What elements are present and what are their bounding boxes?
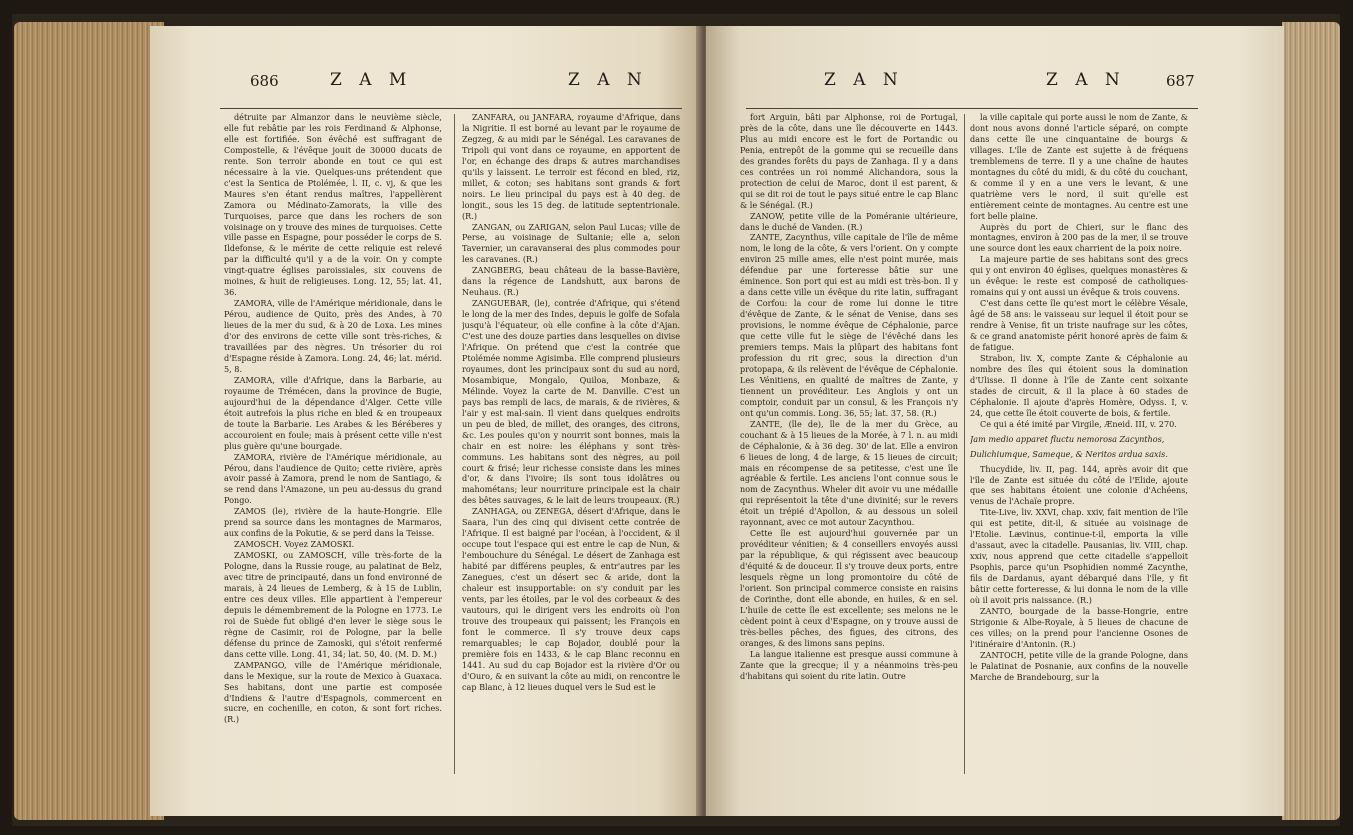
- entry-paragraph: détruite par Almanzor dans le neuvième siècle, elle fut rebâtie par les rois Ferdinand & Alphonse, elle est fortifiée. Son évêché est suffragant de Compostelle, & l'évêque jouit de 30000 ducats de rente. Son terroir abonde en tout ce qui est nécessaire à la vie. Quelques-uns prétendent que c'est la Sentica de Ptolémée, l. II, c. vj, & que les Maures s'en étant rendus maîtres, l'appellèrent Zamora ou Médinato-Zamorats, la ville des Turquoises, parce que dans les rochers de son voisinage on y trouve des mines de turquoises. Cette ville passe en Espagne, pour posséder le corps de S. Ildefonse, & le mérite de cette reliquie est relevé par la difficulté qu'il y a de la voir. On y compte vingt-quatre églises paroissiales, six couvens de moines, & huit de religieuses. Long. 12, 55; lat. 41, 36.: [224, 112, 442, 298]
- entry-paragraph: ZANOW, petite ville de la Poméranie ultérieure, dans le duché de Vanden. (R.): [740, 210, 958, 232]
- left-page: [150, 26, 702, 816]
- left-page-column-1: [224, 112, 442, 782]
- entry-paragraph: ZAMOSKI, ou ZAMOSCH, ville très-forte de la Pologne, dans la Russie rouge, au palatinat de Belz, avec titre de principauté, dans un fond environné de marais, à 24 lieues de Lemberg, & à 15 de Lublin, entre ces deux villes. Elle appartient à l'empereur depuis le démembrement de la Pologne en 1773. Le roi de Suède fut obligé d'en lever le siège sous le règne de Casimir, roi de Pologne, par la belle défense du prince de Zamoski, qui s'étoit renfermé dans cette ville. Long. 41, 34; lat. 50, 40. (M. D. M.): [224, 550, 442, 659]
- entry-paragraph: ZANTE, (île de), île de la mer du Grèce, au couchant & à 15 lieues de la Morée, à 7 l. n. au midi de Céphalonie, & à 36 deg. 30' de lat. Elle a environ 6 lieues de long, 4 de large, & 15 lieues de circuit; mais en récompense de sa petitesse, c'est une île agréable & fertile. Les anciens l'ont connue sous le nom de Zacynthus. Wheler dit avoir vu une médaille qui représentoit la tête d'une divinité; sur le revers étoit un trépié d'Apollon, & au dessous un soleil rayonnant, avec ce mot autour Zacynthou.: [740, 418, 958, 528]
- right-page-column-2: [970, 112, 1188, 782]
- left-page-column-2: [462, 112, 680, 782]
- running-head-right-1: Z A N: [824, 70, 904, 90]
- entry-paragraph: C'est dans cette île qu'est mort le célèbre Vésale, âgé de 58 ans: le vaisseau sur lequel il étoit pour se rendre à Venise, fit un triste naufrage sur les côtes, & ce grand anatomiste périt honoré après de faim & de fatigue.: [970, 298, 1188, 353]
- header-rule-right: [746, 108, 1198, 109]
- verse-quote: Dulichiumque, Sameque, & Neritos ardua saxis.: [970, 448, 1168, 459]
- right-page-column-1: [740, 112, 958, 782]
- column-divider-left: [454, 114, 455, 774]
- entry-paragraph: ZAMOS (le), rivière de la haute-Hongrie. Elle prend sa source dans les montagnes de Marmaros, aux confins de la Pokutie, & se perd dans la Teisse.: [224, 506, 442, 539]
- entry-paragraph: ZAMORA, ville de l'Amérique méridionale, dans le Pérou, audience de Quito, près des Andes, à 70 lieues de la mer du sud, & à 20 de Loxa. Les mines d'or des environs de cette ville sont très-riches, & travaillées par des nègres. Un trésorier du roi d'Espagne réside à Zamora. Long. 24, 46; lat. mérid. 5, 8.: [224, 298, 442, 374]
- entry-paragraph: La langue italienne est presque aussi commune à Zante que la grecque; il y a néanmoins très-peu d'habitans qui soient du rite latin. Outre: [740, 648, 958, 681]
- entry-paragraph: ZANGUEBAR, (le), contrée d'Afrique, qui s'étend le long de la mer des Indes, depuis le golfe de Sofala jusqu'à l'équateur, où elle confine à la côte d'Ajan. C'est une des douze parties dans lesquelles on divise l'Afrique. On prétend que c'est la contrée que Ptolémée nomme Agisimba. Elle comprend plusieurs royaumes, dont les principaux sont du sud au nord, Mosambique, Mongalo, Quiloa, Monbaze, & Mélinde. Voyez la carte de M. Danville. C'est un pays bas rempli de lacs, de marais, & de rivières, & l'air y est mal-sain. Il vient dans quelques endroits un peu de bled, de millet, des oranges, des citrons, &c. Les poules qu'on y nourrit sont bonnes, mais la chair en est noire: les éléphans y sont très-communs. Les habitans sont des nègres, au poil court & frisé; leur richesse consiste dans les mines d'or, & dans l'ivoire; ils sont tous idolâtres ou mahométans; leur nourriture principale est la chair des bêtes sauvages, & le lait de leurs troupeaux. (R.): [462, 298, 680, 506]
- entry-paragraph: ZANGAN, ou ZARIGAN, selon Paul Lucas; ville de Perse, au voisinage de Sultanie; elle a, selon Tavernier, un caravanserai des plus commodes pour les caravanes. (R.): [462, 221, 680, 265]
- entry-paragraph: Strabon, liv. X, compte Zante & Céphalonie au nombre des îles qui étoient sous la domination d'Ulisse. Il donne à l'île de Zante cent soixante stades de circuit, & il la place à 60 stades de Céphalonie. Il ajoute d'après Homère, Odyss. I, v. 24, que cette île étoit couverte de bois, & fertile.: [970, 352, 1188, 418]
- entry-paragraph: La majeure partie de ses habitans sont des grecs qui y ont environ 40 églises, quelques monastères & un évêque: le reste est composé de catholiques-romains qui y ont aussi un évêque & trois couvens.: [970, 254, 1188, 298]
- entry-paragraph: ZAMORA, ville d'Afrique, dans la Barbarie, au royaume de Trémécen, dans la province de Bugie, aujourd'hui de la dépendance d'Alger. Cette ville étoit autrefois la plus riche en bled & en troupeaux de toute la Barbarie. Les Arabes & les Béréberes y accouroient en foule; mais à présent cette ville n'est plus guère qu'une bourgade.: [224, 374, 442, 451]
- entry-paragraph: ZANGBERG, beau château de la basse-Bavière, dans la régence de Landshutt, aux barons de Neuhaus. (R.): [462, 265, 680, 298]
- entry-paragraph: ZANTO, bourgade de la basse-Hongrie, entre Strigonie & Albe-Royale, à 5 lieues de chacune de ces villes; on la prend pour l'ancienne Osones de l'itinéraire d'Antonin. (R.): [970, 605, 1188, 649]
- entry-paragraph: Cette île est aujourd'hui gouvernée par un provéditeur vénitien; & 4 conseillers envoyés aussi par la république, & qui régissent avec beaucoup d'équité & de douceur. Il s'y trouve deux ports, entre lesquels règne un long promontoire du côté de l'orient. Son principal commerce consiste en raisins de Corinthe, dont elle abonde, en huiles, & en sel. L'huile de cette île est excellente; ses melons ne le cèdent point à ceux d'Espagne, on y trouve aussi de très-belles pêches, des figues, des citrons, des oranges, & des limons sans pepins.: [740, 528, 958, 648]
- entry-paragraph: ZAMOSCH. Voyez ZAMOSKI.: [234, 539, 355, 550]
- running-head-right-2: Z A N: [1046, 70, 1126, 90]
- right-page-edges: [1282, 22, 1340, 820]
- page-number-left: 686: [250, 72, 279, 90]
- verse-quote: Jam medio apparet fluctu nemorosa Zacynthos,: [970, 433, 1165, 444]
- page-number-right: 687: [1166, 72, 1195, 90]
- entry-paragraph: Thucydide, liv. II, pag. 144, après avoir dit que l'île de Zante est située du côté de l'Elide, ajoute que ses habitans étoient une colonie d'Achéens, venus de l'Achaïe propre.: [970, 463, 1188, 507]
- entry-paragraph: Ce qui a été imité par Virgile, Æneid. III, v. 270.: [980, 418, 1177, 429]
- entry-paragraph: Auprès du port de Chieri, sur le flanc des montagnes, environ à 200 pas de la mer, il se trouve une source dont les eaux charrient de la poix noire.: [970, 221, 1188, 254]
- entry-paragraph: ZANTE, Zacynthus, ville capitale de l'île de même nom, le long de la côte, & vers l'orient. On y compte environ 25 mille ames, elle n'est point murée, mais défendue par une forteresse bâtie sur une éminence. Son port qui est au midi est très-bon. Il y a dans cette ville un évêque du rite latin, suffragant de Corfou: la cour de rome lui donne le titre d'évêque de Zante, & le sénat de Venise, dans ses provisions, le nomme évêque de Céphalonie, parce que cette ville fut le siège de l'évêché dans les premiers temps. Mais la plûpart des habitans font profession du rit grec, sous la direction d'un protopapa, & ils relèvent de l'évêque de Céphalonie. Les Vénitiens, en qualité de maîtres de Zante, y tiennent un provéditeur. Les Anglois y ont un comptoir, conduit par un consul, & les François n'y ont qu'un commis. Long. 36, 55; lat. 37, 58. (R.): [740, 232, 958, 418]
- entry-paragraph: ZANHAGA, ou ZENEGA, désert d'Afrique, dans le Saara, l'un des cinq qui divisent cette contrée de l'Afrique. Il est baigné par l'océan, à l'occident, & il occupe tout l'espace qui est entre le cap de Nun, & l'embouchure du Sénégal. Le désert de Zanhaga est habité par différens peuples, & entr'autres par les Zanegues, c'est un désert sec & aride, dont la chaleur est insupportable: on s'y conduit par les vents, par les étoiles, par le vol des corbeaux & des vautours, qui le dirigent vers les endroits où l'on trouve des troupeaux qui paissent; les François en font le commerce. Il s'y trouve deux caps remarquables; le cap Bojador, doublé pour la première fois en 1433, & le cap Blanc reconnu en 1441. Au sud du cap Bojador est la rivière d'Or ou d'Ouro, & en suivant la côte au midi, on rencontre le cap Blanc, à 12 lieues duquel vers le Sud est le: [462, 506, 680, 692]
- entry-paragraph: Tite-Live, liv. XXVI, chap. xxiv, fait mention de l'île qui est petite, dit-il, & située au voisinage de l'Etolie. Lævinus, continue-t-il, emporta la ville d'assaut, avec la citadelle. Pausanias, liv. VIII, chap. xxiv, nous apprend que cette citadelle s'appelloit Psophis, parce qu'un Psophidien nommé Zacynthe, fils de Dardanus, ayant débarqué dans l'île, y fit bâtir cette forteresse, & lui donna le nom de la ville où il avoit pris naissance. (R.): [970, 507, 1188, 605]
- entry-paragraph: ZAMPANGO, ville de l'Amérique méridionale, dans le Mexique, sur la route de Mexico à Guaxaca. Ses habitans, dont une partie est composée d'Indiens & l'autre d'Espagnols, commercent en sucre, en cochenille, en coton, & sont fort riches. (R.): [224, 659, 442, 725]
- column-divider-right: [964, 114, 965, 774]
- entry-paragraph: la ville capitale qui porte aussi le nom de Zante, & dont nous avons donné l'article séparé, on compte dans cette île une cinquantaine de bourgs & villages. L'île de Zante est sujette à de fréquens tremblemens de terre. Il y a une chaîne de hautes montagnes du côté du midi, & du côté du couchant, & comme il y en a une vers le levant, & une quatrième vers le nord, il suit qu'elle est entièrement ceinte de montagnes. Au centre est une fort belle plaine.: [970, 112, 1188, 221]
- entry-paragraph: ZANTOCH, petite ville de la grande Pologne, dans le Palatinat de Posnanie, aux confins de la nouvelle Marche de Brandebourg, sur la: [970, 649, 1188, 682]
- running-head-left-2: Z A N: [568, 70, 648, 90]
- right-page: [706, 26, 1284, 816]
- left-page-edges: [14, 22, 164, 820]
- entry-paragraph: fort Arguin, bâti par Alphonse, roi de Portugal, près de la côte, dans une île découverte en 1443. Plus au midi encore est le fort de Portandic ou Penia, entrepôt de la gomme qui se recueille dans des grandes forêts du pays de Zanhaga. Il y a dans ces contrées un roi nommé Alichandora, sous la protection de celui de Maroc, dont il est parent, & qui se dit roi de tout le pays situé entre le cap Blanc & le Sénégal. (R.): [740, 112, 958, 210]
- entry-paragraph: ZANFARA, ou JANFARA, royaume d'Afrique, dans la Nigritie. Il est borné au levant par le royaume de Zegzeg, & au midi par le Sénégal. Les caravanes de Tripoli qui vont dans ce royaume, en apportent de l'or, en échange des draps & autres marchandises qu'ils y laissent. Le terroir est fécond en bled, riz, millet, & coton; ses habitans sont grands & fort noirs. Le lieu principal du pays est à 40 deg. de longit., sous les 15 deg. de latitude septentrionale. (R.): [462, 112, 680, 221]
- running-head-left-1: Z A M: [330, 70, 413, 90]
- header-rule-left: [220, 108, 682, 109]
- entry-paragraph: ZAMORA, rivière de l'Amérique méridionale, au Pérou, dans l'audience de Quito; cette rivière, après avoir passé à Zamora, prend le nom de Santiago, & se rend dans l'Amazone, un peu au-dessus du grand Pongo.: [224, 451, 442, 506]
